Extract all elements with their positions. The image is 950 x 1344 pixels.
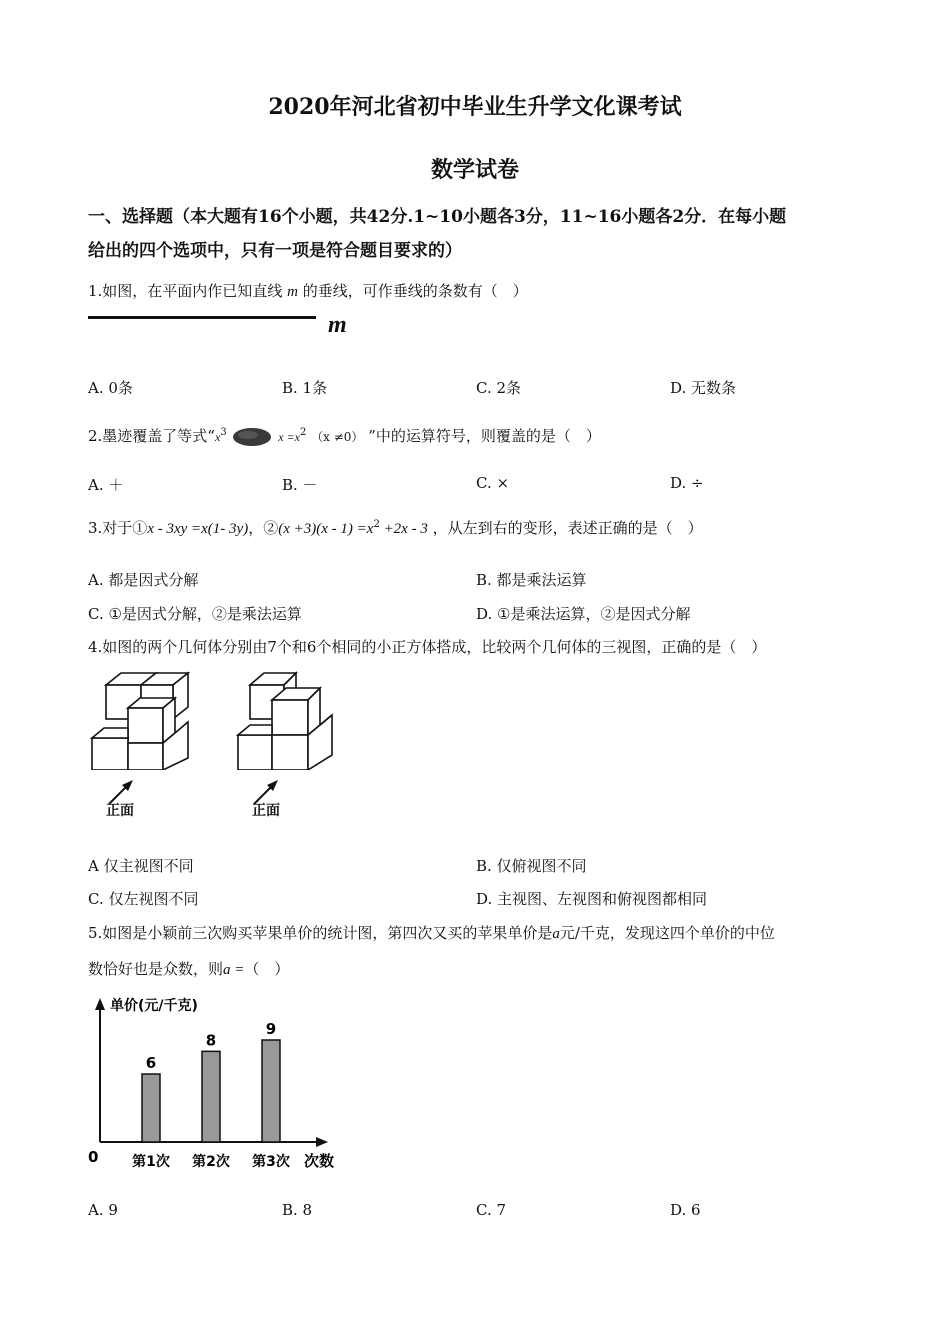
question-2-text-b: ”中的运算符号，则覆盖的是（ ） (368, 427, 601, 445)
bar-1 (142, 1074, 160, 1142)
bars-group (132, 1020, 290, 1170)
cube-figure-1 (88, 670, 198, 770)
q2-condition: （x ≠0） (311, 430, 364, 444)
question-3-text-a: 3.对于① (88, 519, 148, 537)
category-label-2: 第2次 (192, 1154, 230, 1170)
category-label-3: 第3次 (252, 1154, 290, 1170)
q5-option-a: A. 9 (88, 1201, 118, 1219)
question-5-var: a (552, 926, 560, 942)
front-label-1: 正面 (106, 803, 134, 819)
q2-expr-exp: 3 (220, 427, 227, 438)
q2-expr-mid: x =x (278, 430, 300, 444)
q3-option-b: B. 都是乘法运算 (476, 571, 587, 589)
q5-option-b: B. 8 (282, 1201, 313, 1219)
line-m (88, 316, 316, 319)
unit-price-bar-chart (82, 990, 362, 1175)
page-subtitle: 数学试卷 (430, 157, 519, 183)
question-5-text-a: 5.如图是小颖前三次购买苹果单价的统计图，第四次又买的苹果单价是 (88, 924, 553, 942)
question-3-text-b: ，从左到右的变形，表述正确的是（ ） (432, 519, 703, 537)
bar-value-label-2: 8 (205, 1031, 217, 1050)
question-1-text-a: 1.如图，在平面内作已知直线 (88, 282, 283, 300)
question-5-line2-a: 数恰好也是众数，则 (88, 960, 224, 978)
q3-expr1: x - 3xy =x(1- 3y) (147, 521, 249, 537)
q2-option-c: C. × (476, 474, 510, 492)
question-1 (88, 280, 528, 301)
question-3 (88, 517, 703, 538)
q3-option-a: A. 都是因式分解 (88, 571, 199, 589)
q1-option-b: B. 1条 (282, 379, 328, 397)
question-5-line2-var: a = (223, 962, 245, 978)
line-m-label: m (328, 312, 347, 338)
page-title: 2020年河北省初中毕业生升学文化课考试 (268, 94, 682, 120)
category-label-1: 第1次 (132, 1154, 170, 1170)
question-2 (88, 425, 601, 448)
q1-option-c: C. 2条 (476, 379, 522, 397)
q2-option-a: A. ＋ (88, 476, 124, 494)
bar-2 (202, 1051, 220, 1142)
question-5-line1 (88, 922, 775, 943)
question-2-text-a: 2.墨迹覆盖了等式“ (88, 427, 215, 445)
question-5-text-b: 元/千克，发现这四个单价的中位 (559, 924, 775, 942)
ink-blot-icon (231, 426, 273, 448)
q3-expr2-exp: 2 (373, 519, 380, 530)
q4-option-d: D. 主视图、左视图和俯视图都相同 (476, 890, 708, 908)
bar-value-label-1: 6 (145, 1054, 157, 1072)
front-label-2: 正面 (252, 803, 280, 819)
bar-value-label-3: 9 (265, 1020, 277, 1038)
q3-expr2: (x +3)(x - 1) =x (278, 521, 374, 537)
q4-option-b: B. 仅俯视图不同 (476, 857, 587, 875)
x-axis-label: 次数 (304, 1152, 335, 1170)
question-1-text-b: 的垂线，可作垂线的条数有（ ） (302, 282, 528, 300)
q3-option-d: D. ①是乘法运算，②是因式分解 (476, 605, 691, 623)
q4-option-c: C. 仅左视图不同 (88, 890, 199, 908)
q5-option-d: D. 6 (670, 1201, 701, 1219)
question-5-line2-b: （ ） (244, 960, 290, 978)
q2-option-b: B. － (282, 476, 318, 494)
bar-3 (262, 1040, 280, 1142)
x-axis-arrow-icon (316, 1137, 328, 1147)
q5-option-c: C. 7 (476, 1201, 507, 1219)
q2-option-d: D. ÷ (670, 474, 704, 492)
section-heading-line2: 给出的四个选项中，只有一项是符合题目要求的） (88, 241, 462, 261)
cube-figure-2 (234, 670, 344, 770)
q3-option-c: C. ①是因式分解，②是乘法运算 (88, 605, 302, 623)
q1-option-d: D. 无数条 (670, 379, 737, 397)
section-heading-line1: 一、选择题（本大题有16个小题，共42分.1~10小题各3分，11~16小题各2分．在每小题 (88, 207, 787, 227)
q2-expr-exp2: 2 (300, 427, 307, 438)
question-5-line2 (88, 958, 289, 979)
question-1-var: m (287, 284, 298, 300)
question-4: 4.如图的两个几何体分别由7个和6个相同的小正方体搭成，比较两个几何体的三视图，正确的是（ ） (88, 638, 767, 656)
question-3-text-mid: ，② (248, 519, 279, 537)
q3-expr2-tail: +2x - 3 (379, 521, 428, 537)
q4-option-a: A 仅主视图不同 (88, 857, 194, 875)
q2-expr-x: x (214, 430, 221, 444)
y-axis-arrow-icon (95, 998, 105, 1010)
q1-option-a: A. 0条 (88, 379, 133, 397)
y-axis-label: 单价(元/千克) (110, 998, 198, 1014)
origin-label: 0 (88, 1148, 99, 1166)
